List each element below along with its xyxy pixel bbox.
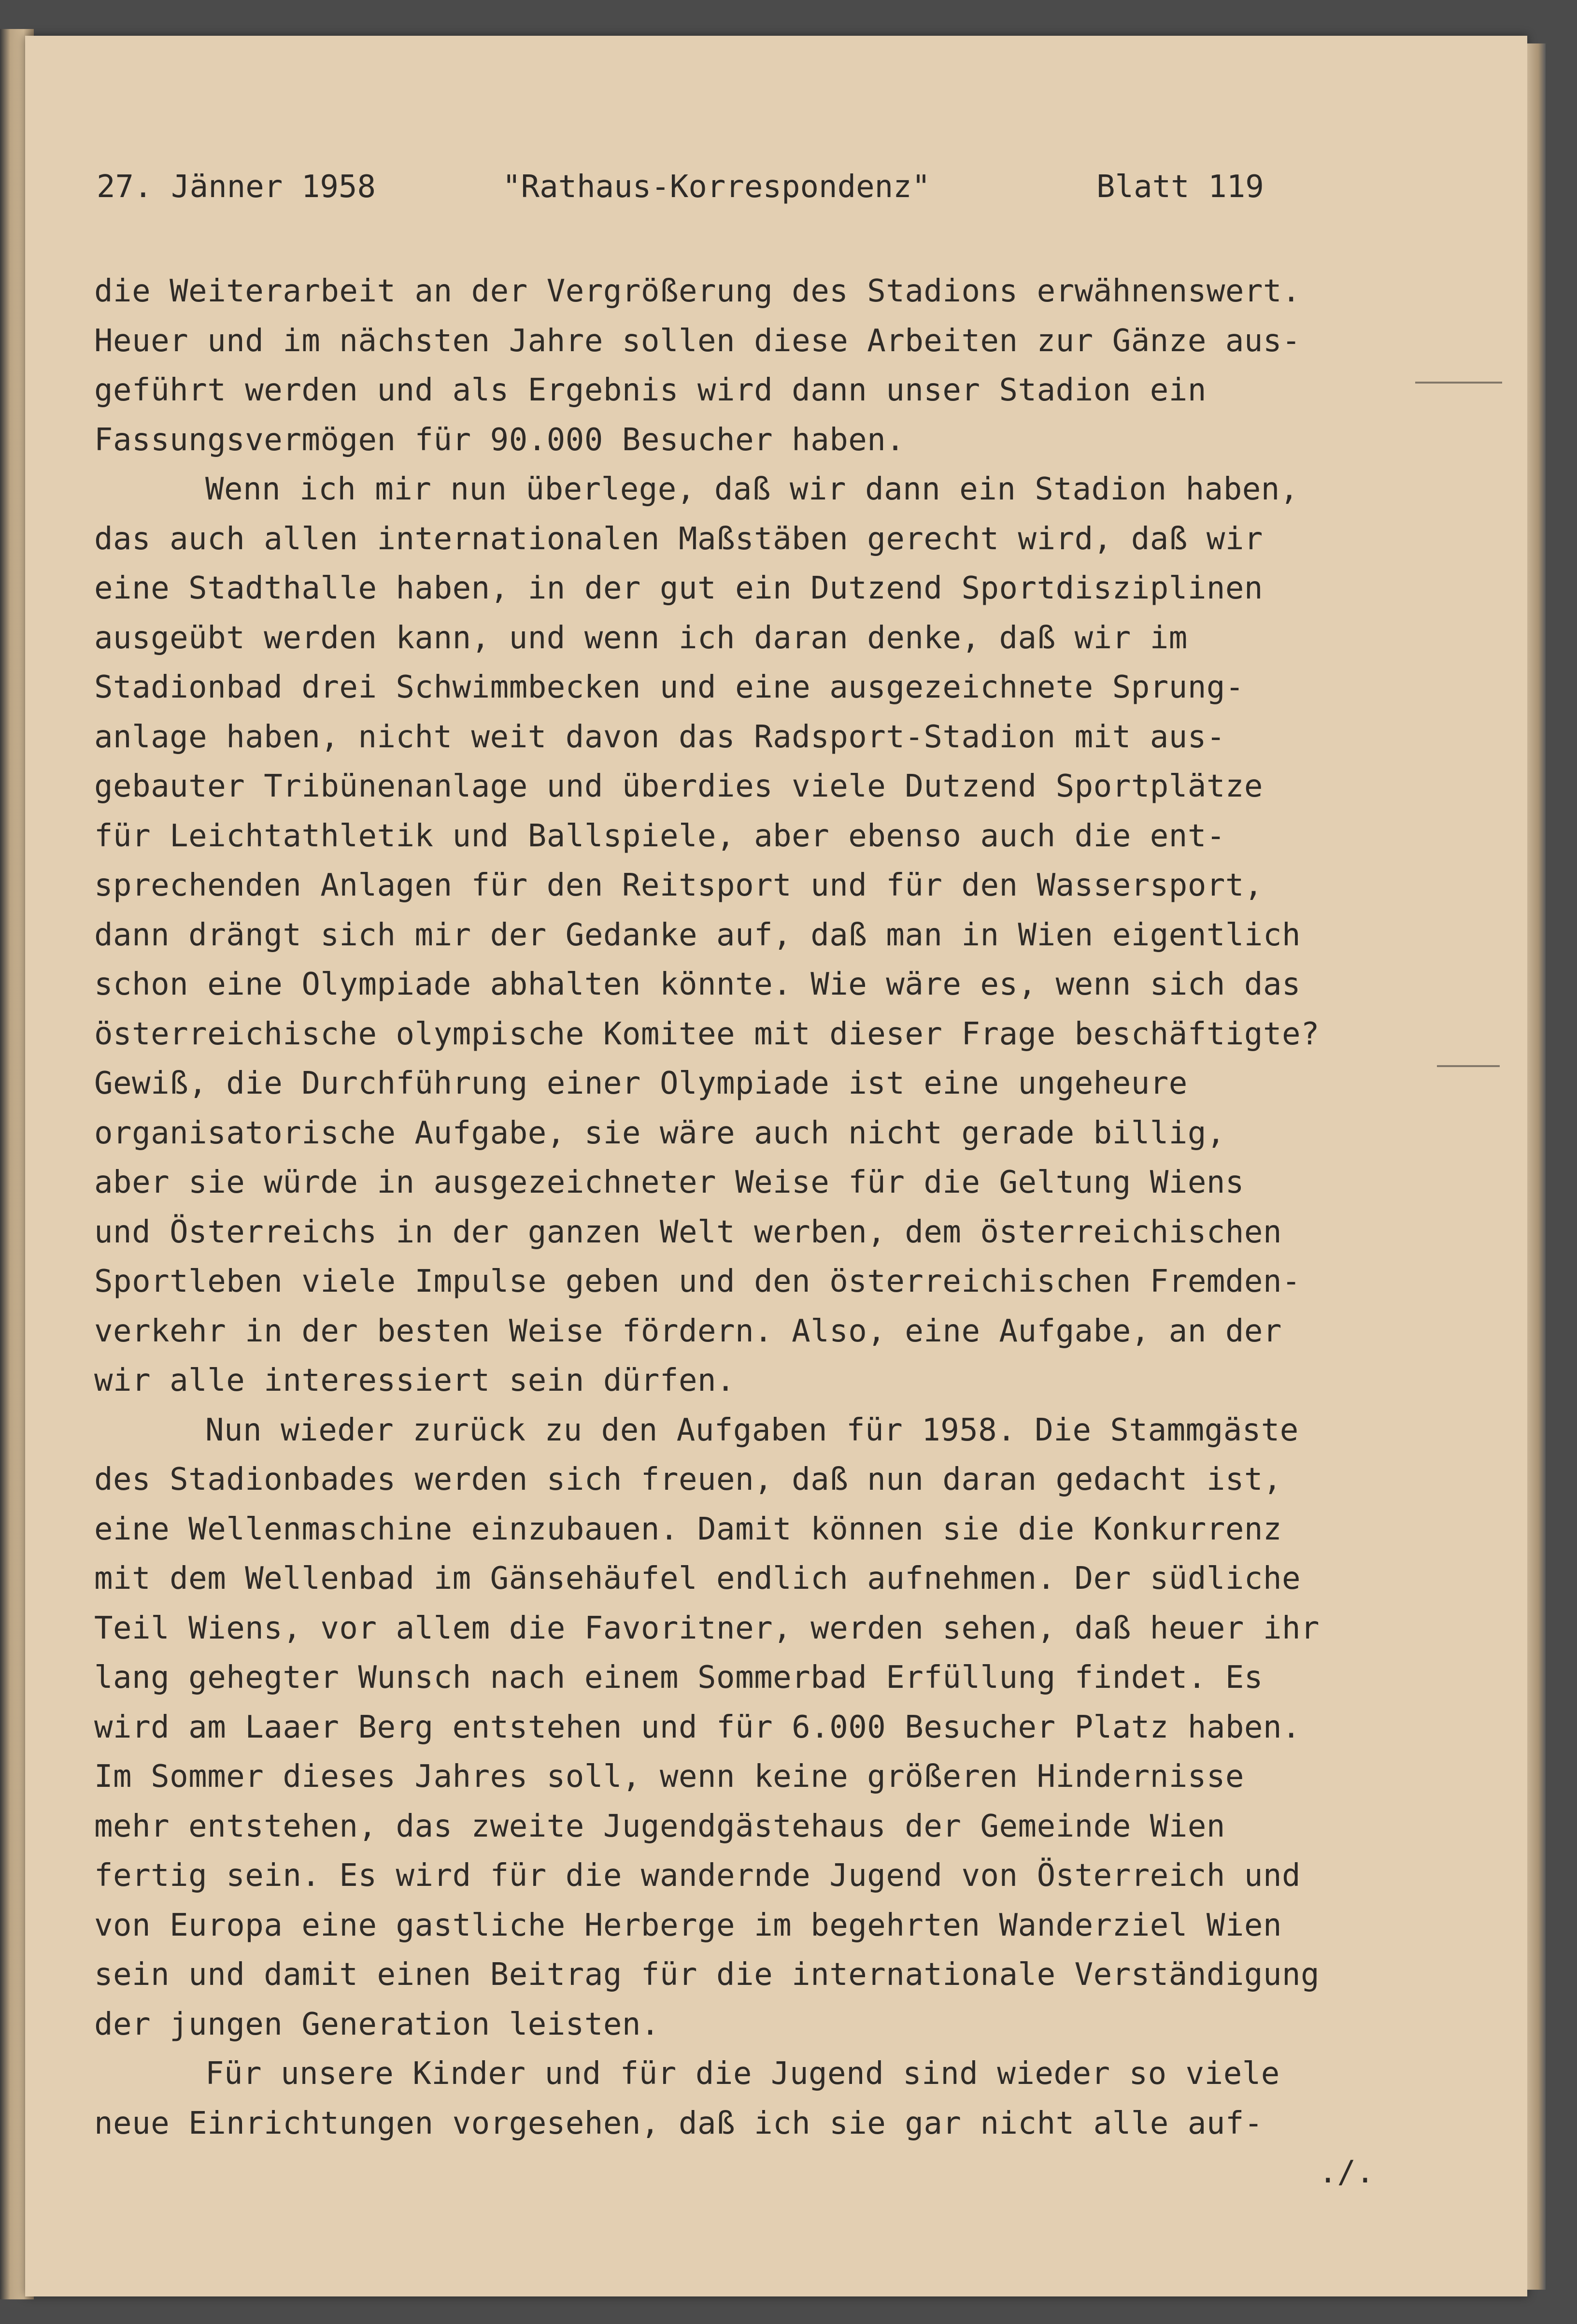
text-line: geführt werden und als Ergebnis wird dann unser Stadion ein [94,372,1207,408]
text-line: das auch allen internationalen Maßstäben gerecht wird, daß wir [94,521,1263,557]
text-line: Im Sommer dieses Jahres soll, wenn keine größeren Hindernisse [94,1759,1244,1795]
text-line: von Europa eine gastliche Herberge im begehrten Wanderziel Wien [94,1907,1282,1943]
text-line: fertig sein. Es wird für die wandernde Jugend von Österreich und [94,1858,1301,1894]
header-page-number: Blatt 119 [1096,169,1264,205]
text-line: Fassungsvermögen für 90.000 Besucher haben. [94,422,905,458]
text-line: des Stadionbades werden sich freuen, daß nun daran gedacht ist, [94,1462,1282,1497]
header-publication-title: "Rathaus-Korrespondenz" [502,169,931,205]
text-line: Heuer und im nächsten Jahre sollen diese Arbeiten zur Gänze aus- [94,323,1301,359]
text-line: und Österreichs in der ganzen Welt werben, dem österreichischen [94,1214,1282,1250]
text-line: Sportleben viele Impulse geben und den österreichischen Fremden- [94,1264,1301,1299]
text-line: schon eine Olympiade abhalten könnte. Wie wäre es, wenn sich das [94,967,1301,1002]
header-date: 27. Jänner 1958 [97,169,376,205]
text-line: eine Wellenmaschine einzubauen. Damit können sie die Konkurrenz [94,1511,1282,1547]
text-line: ausgeübt werden kann, und wenn ich daran denke, daß wir im [94,620,1188,656]
margin-pencil-mark [1415,382,1502,384]
body-text [94,267,1422,2148]
text-line: aber sie würde in ausgezeichneter Weise für die Geltung Wiens [94,1165,1244,1200]
text-line: wir alle interessiert sein dürfen. [94,1363,736,1398]
text-line: anlage haben, nicht weit davon das Radsport-Stadion mit aus- [94,719,1225,755]
text-line: gebauter Tribünenanlage und überdies viele Dutzend Sportplätze [94,769,1263,804]
text-line: sein und damit einen Beitrag für die internationale Verständigung [94,1957,1320,1993]
page-header [97,169,1294,213]
text-line: eine Stadthalle haben, in der gut ein Dutzend Sportdisziplinen [94,570,1263,606]
text-line: Für unsere Kinder und für die Jugend sind wieder so viele [205,2056,1280,2092]
text-line: für Leichtathletik und Ballspiele, aber ebenso auch die ent- [94,818,1225,854]
text-line: mit dem Wellenbad im Gänsehäufel endlich aufnehmen. Der südliche [94,1561,1301,1597]
text-line: sprechenden Anlagen für den Reitsport und für den Wassersport, [94,868,1263,903]
text-line: Wenn ich mir nun überlege, daß wir dann ein Stadion haben, [205,471,1299,507]
text-line: lang gehegter Wunsch nach einem Sommerbad Erfüllung findet. Es [94,1660,1263,1696]
text-line: neue Einrichtungen vorgesehen, daß ich sie gar nicht alle auf- [94,2105,1263,2141]
text-line: der jungen Generation leisten. [94,2006,660,2042]
text-line: Gewiß, die Durchführung einer Olympiade ist eine ungeheure [94,1066,1188,1101]
margin-pencil-mark [1437,1065,1500,1067]
text-line: Stadionbad drei Schwimmbecken und eine ausgezeichnete Sprung- [94,670,1244,705]
text-line: dann drängt sich mir der Gedanke auf, daß man in Wien eigentlich [94,917,1301,953]
text-line: organisatorische Aufgabe, sie wäre auch nicht gerade billig, [94,1115,1225,1151]
text-line: wird am Laaer Berg entstehen und für 6.000 Besucher Platz haben. [94,1709,1301,1745]
continuation-mark: ./. [1319,2154,1375,2190]
page-stack-edge [1527,43,1546,2290]
text-line: verkehr in der besten Weise fördern. Also, eine Aufgabe, an der [94,1313,1282,1349]
text-line: die Weiterarbeit an der Vergrößerung des Stadions erwähnenswert. [94,273,1301,309]
text-line: Nun wieder zurück zu den Aufgaben für 1958. Die Stammgäste [205,1412,1299,1448]
text-line: österreichische olympische Komitee mit dieser Frage beschäftigte? [94,1016,1320,1052]
text-line: mehr entstehen, das zweite Jugendgästehaus der Gemeinde Wien [94,1808,1225,1844]
text-line: Teil Wiens, vor allem die Favoritner, werden sehen, daß heuer ihr [94,1610,1320,1646]
